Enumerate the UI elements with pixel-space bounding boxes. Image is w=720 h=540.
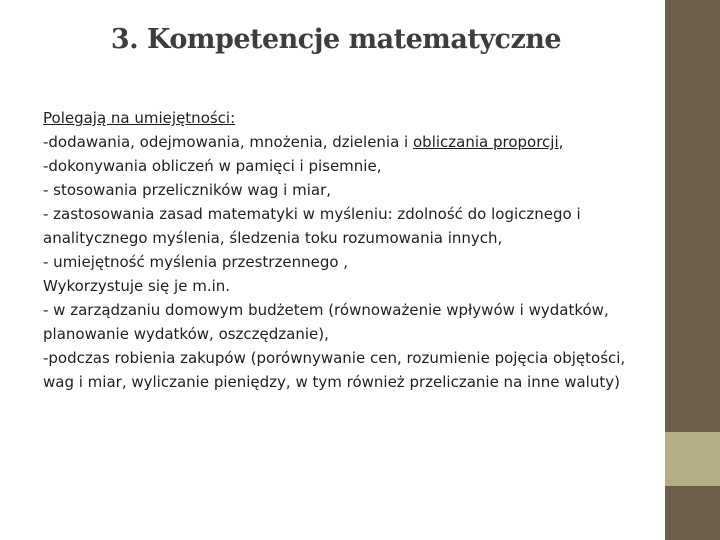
side-bar-light-segment: [665, 432, 720, 486]
usage-heading: Wykorzystuje się je m.in.: [43, 277, 231, 295]
list-item-spatial: - umiejętność myślenia przestrzennego ,: [43, 253, 349, 271]
list-item-arithmetic: [43, 130, 628, 154]
proportions-underlined: obliczania proporcji: [413, 133, 559, 151]
list-item-budget: - w zarządzaniu domowym budżetem (równoważenie wpływów i wydatków, planowanie wydatków, oszczędzanie),: [43, 301, 614, 343]
decorative-side-bar: [665, 0, 720, 540]
arithmetic-suffix: ,: [558, 133, 564, 151]
list-item-conversions: - stosowania przeliczników wag i miar,: [43, 181, 332, 199]
list-item-calculations: -dokonywania obliczeń w pamięci i pisemnie,: [43, 157, 382, 175]
slide-body: [43, 106, 628, 394]
side-bar-dark-segment: [665, 0, 720, 432]
slide-title: 3. Kompetencje matematyczne: [110, 24, 562, 55]
intro-line: Polegają na umiejętności:: [43, 109, 236, 127]
arithmetic-text: -dodawania, odejmowania, mnożenia, dzielenia i: [43, 133, 413, 151]
list-item-shopping: -podczas robienia zakupów (porównywanie cen, rozumienie pojęcia objętości, wag i miar, wyliczanie pieniędzy, w tym również przeliczanie na inne waluty): [43, 349, 630, 391]
side-bar-bottom-segment: [665, 486, 720, 540]
list-item-thinking: - zastosowania zasad matematyki w myśleniu: zdolność do logicznego i analitycznego myślenia, śledzenia toku rozumowania innych,: [43, 205, 586, 247]
